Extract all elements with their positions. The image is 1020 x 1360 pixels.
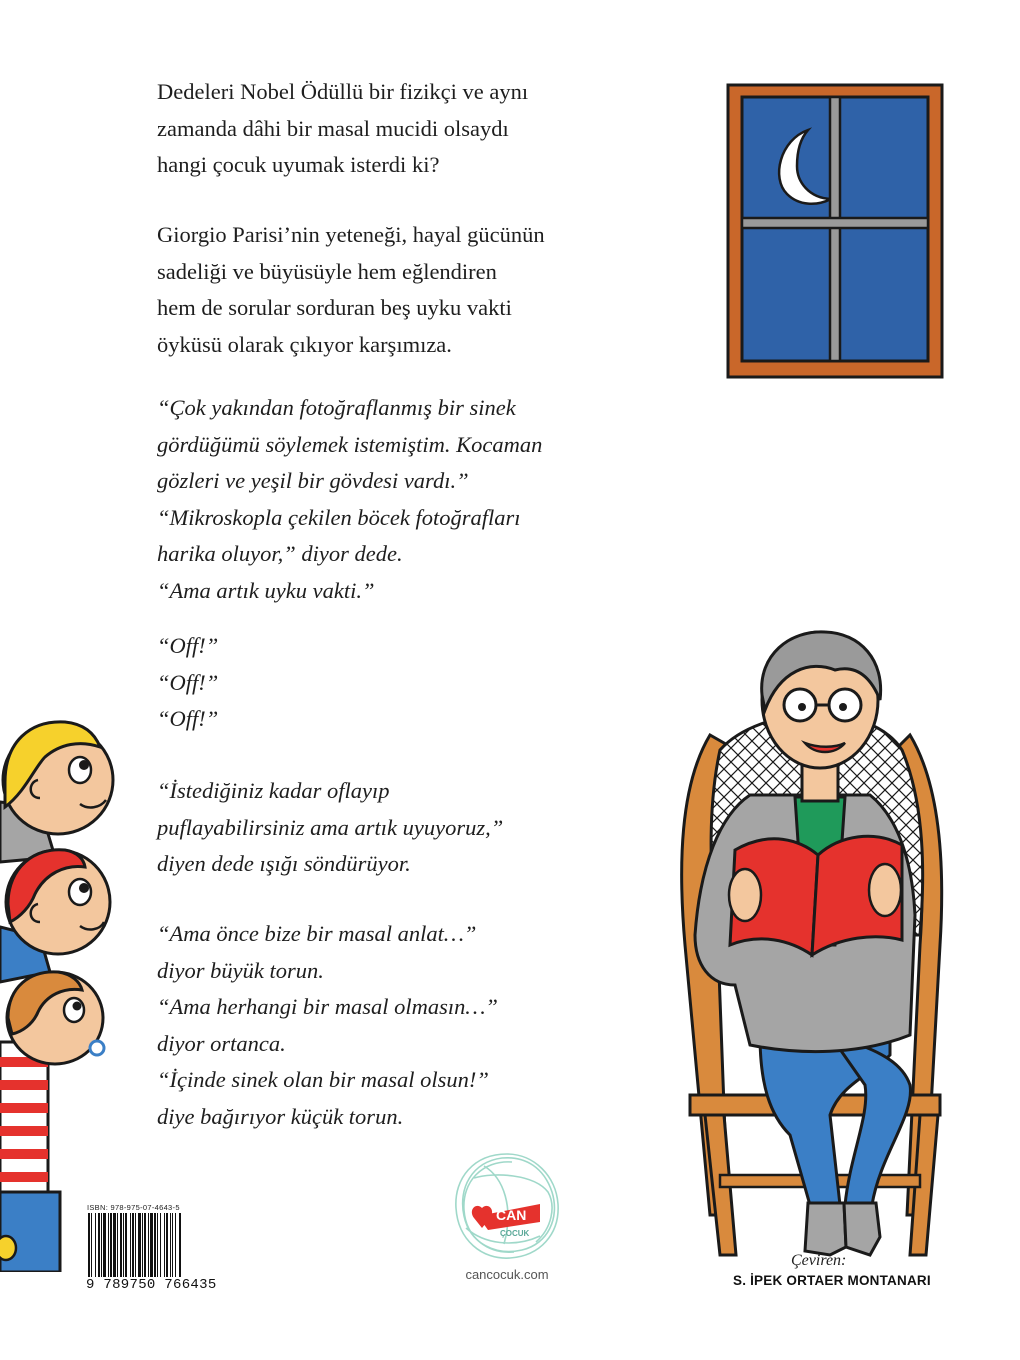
quote-paragraph-4: [157, 916, 498, 1135]
text-line: diye bağırıyor küçük torun.: [157, 1103, 404, 1129]
text-line: “Ama artık uyku vakti.”: [157, 577, 375, 603]
isbn-digits: 9 789750 766435: [86, 1277, 217, 1293]
text-line: öyküsü olarak çıkıyor karşımıza.: [157, 331, 452, 357]
publisher-logo: [444, 1148, 570, 1288]
text-line: sadeliği ve büyüsüyle hem eğlendiren: [157, 258, 497, 284]
text-line: diyen dede ışığı söndürüyor.: [157, 851, 411, 876]
text-line: “İçinde sinek olan bir masal olsun!”: [157, 1067, 489, 1092]
grandfather-reading-illustration: [640, 615, 975, 1270]
text-line: diyor ortanca.: [157, 1030, 286, 1056]
text-line: zamanda dâhi bir masal mucidi olsaydı: [157, 115, 509, 141]
quote-paragraph-1: [157, 390, 542, 609]
isbn-barcode: [86, 1203, 217, 1297]
night-window-illustration: [725, 82, 945, 380]
text-line: puflayabilirsiniz ama artık uyuyoruz,”: [157, 814, 504, 840]
text-line: “Ama önce bize bir masal anlat…”: [157, 921, 477, 946]
translator-role: Çeviren:: [791, 1252, 847, 1269]
text-line: hem de sorular sorduran beş uyku vakti: [157, 295, 512, 320]
intro-paragraph-2: [157, 217, 545, 363]
text-line: “Ama herhangi bir masal olmasın…”: [157, 994, 498, 1019]
logo-name-text: CAN: [496, 1207, 527, 1223]
text-line: diyor büyük torun.: [157, 957, 324, 983]
text-line: “Off!”: [157, 706, 219, 731]
logo-sub-text: ÇOCUK: [500, 1229, 530, 1238]
text-line: gördüğümü söylemek istemiştim. Kocaman: [157, 431, 543, 457]
quote-paragraph-3: [157, 773, 503, 883]
text-line: “İstediğiniz kadar oflayıp: [157, 778, 390, 803]
publisher-logo-mark: [444, 1148, 570, 1266]
text-line: “Çok yakından fotoğraflanmış bir sinek: [157, 395, 516, 420]
quote-paragraph-2: [157, 628, 218, 738]
barcode-bars: [86, 1213, 204, 1279]
translator-name: S. İPEK ORTAER MONTANARI: [733, 1273, 931, 1288]
text-line: “Mikroskopla çekilen böcek fotoğrafları: [157, 504, 521, 530]
text-line: Giorgio Parisi’nin yeteneği, hayal gücünün: [157, 222, 545, 247]
text-line: gözleri ve yeşil bir gövdesi vardı.”: [157, 468, 469, 493]
text-line: “Off!”: [157, 633, 219, 658]
text-line: Dedeleri Nobel Ödüllü bir fizikçi ve aynı: [157, 79, 529, 104]
publisher-website: cancocuk.com: [465, 1267, 549, 1282]
text-line: harika oluyor,” diyor dede.: [157, 541, 403, 566]
three-children-illustration: [0, 712, 130, 1272]
text-line: hangi çocuk uyumak isterdi ki?: [157, 152, 440, 177]
text-line: “Off!”: [157, 669, 219, 695]
isbn-label: ISBN: 978-975-07-4643-5: [87, 1203, 180, 1212]
intro-paragraph-1: [157, 74, 528, 184]
